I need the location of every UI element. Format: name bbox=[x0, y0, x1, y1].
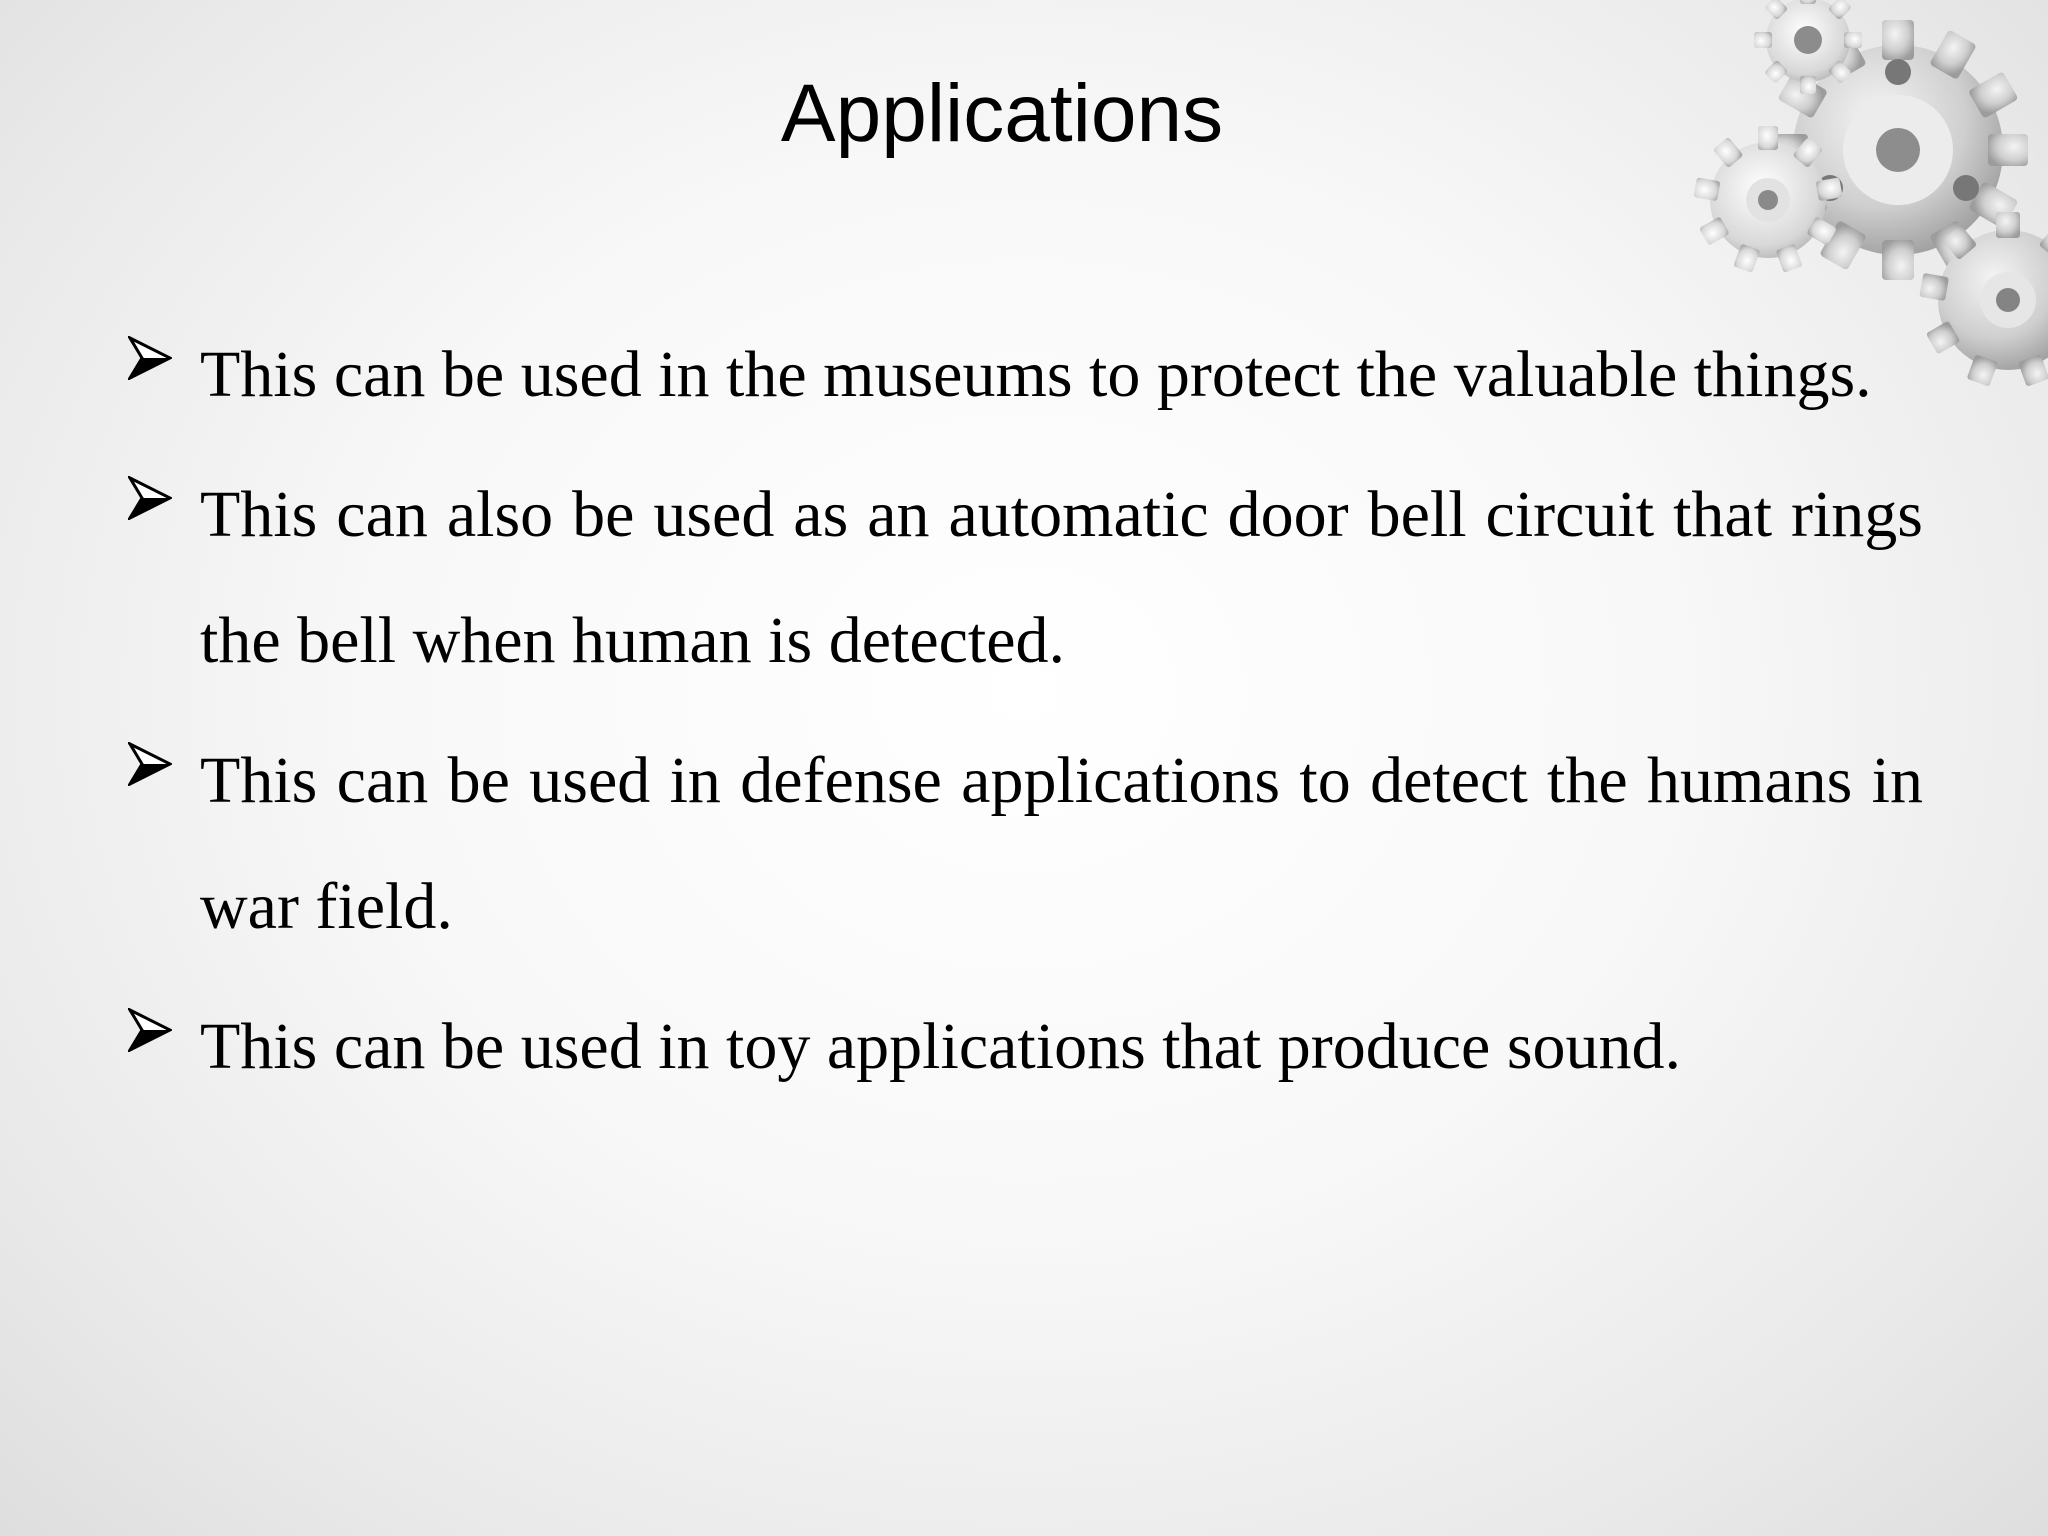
bullet-text: This can be used in defense applications to detect the humans in war field. bbox=[200, 744, 1923, 943]
bullet-text: This can be used in the museums to protect the valuable things. bbox=[200, 338, 1872, 411]
arrowhead-bullet-icon bbox=[128, 742, 172, 786]
list-item bbox=[128, 718, 1923, 970]
list-item bbox=[128, 312, 1923, 438]
bullet-list bbox=[128, 312, 1923, 1124]
slide-title: Applications bbox=[780, 68, 1224, 159]
bullet-text: This can be used in toy applications that produce sound. bbox=[200, 1010, 1682, 1083]
arrowhead-bullet-icon bbox=[128, 476, 172, 520]
arrowhead-bullet-icon bbox=[128, 336, 172, 380]
list-item bbox=[128, 984, 1923, 1110]
arrowhead-bullet-icon bbox=[128, 1008, 172, 1052]
list-item bbox=[128, 452, 1923, 704]
bullet-text: This can also be used as an automatic door bell circuit that rings the bell when human is detected. bbox=[200, 478, 1923, 677]
